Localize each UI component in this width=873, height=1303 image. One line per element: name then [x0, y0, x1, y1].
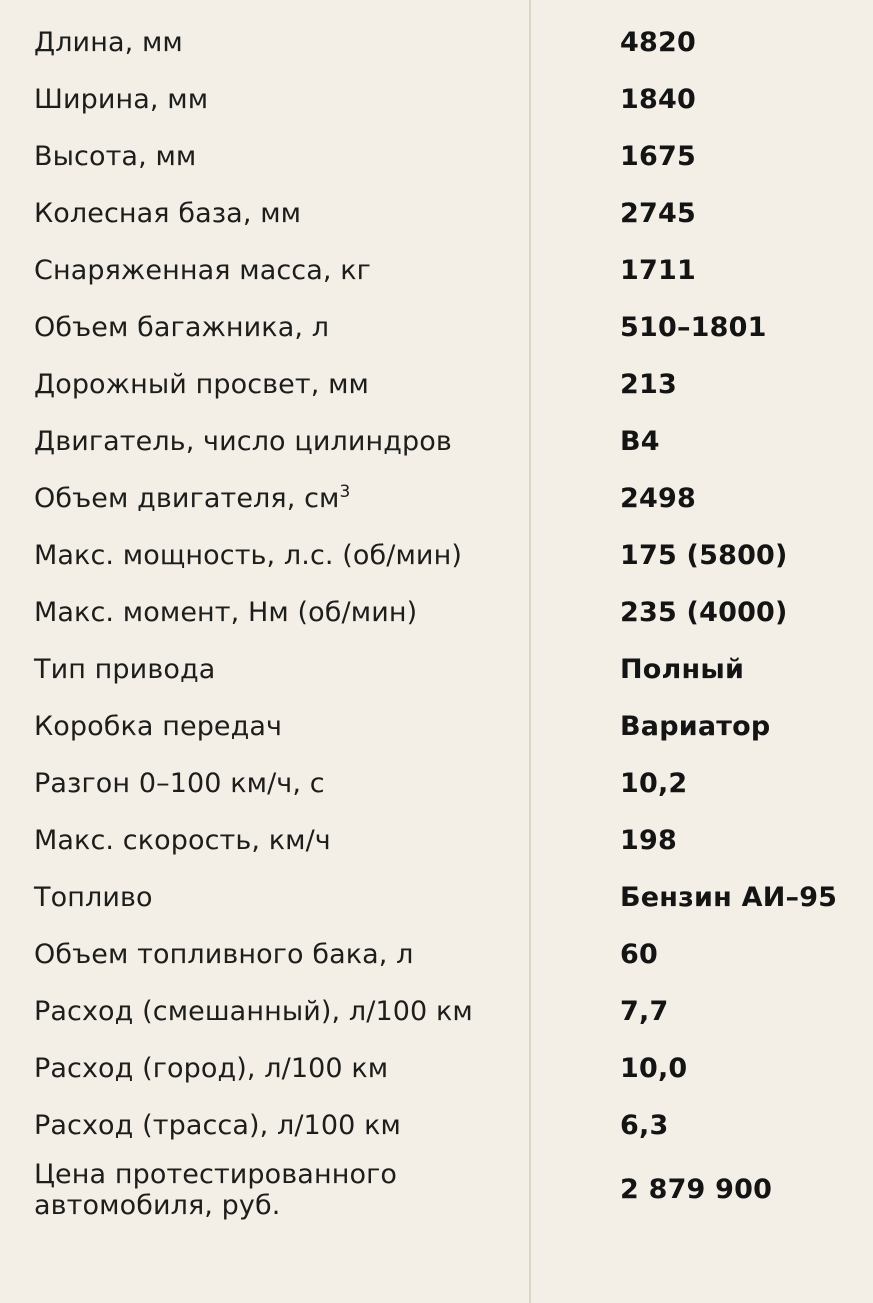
table-row: [0, 698, 873, 755]
table-row: [0, 1154, 873, 1226]
spec-value: 10,0: [620, 1052, 688, 1084]
spec-label: Расход (смешанный), л/100 км: [34, 995, 473, 1027]
spec-value: 4820: [620, 26, 696, 58]
spec-label: Коробка передач: [34, 710, 283, 742]
table-row: [0, 755, 873, 812]
spec-value: Полный: [620, 653, 745, 685]
spec-value: 235 (4000): [620, 596, 788, 628]
spec-value: 6,3: [620, 1109, 669, 1141]
spec-label: [0, 1154, 585, 1226]
spec-value: 1840: [620, 83, 696, 115]
spec-value: 10,2: [620, 767, 688, 799]
table-row: [0, 14, 873, 71]
spec-value: 7,7: [620, 995, 669, 1027]
table-row: [0, 356, 873, 413]
spec-label: Расход (трасса), л/100 км: [34, 1109, 401, 1141]
specifications-table: [0, 14, 873, 1226]
spec-label: Расход (город), л/100 км: [34, 1052, 389, 1084]
spec-value: 2498: [620, 482, 696, 514]
table-row: [0, 128, 873, 185]
table-row: [0, 413, 873, 470]
spec-value: 60: [620, 938, 658, 970]
table-row: [0, 641, 873, 698]
spec-value: 1675: [620, 140, 696, 172]
spec-label: Тип привода: [34, 653, 216, 685]
spec-label: Топливо: [34, 881, 153, 913]
spec-value: 198: [620, 824, 677, 856]
spec-label: Колесная база, мм: [34, 197, 302, 229]
spec-label-superscript: 3: [339, 481, 351, 502]
table-row: [0, 71, 873, 128]
specifications-table-body: [0, 14, 873, 1226]
spec-value: 2745: [620, 197, 696, 229]
spec-label: Макс. скорость, км/ч: [34, 824, 331, 856]
spec-label: Высота, мм: [34, 140, 197, 172]
spec-value: 2 879 900: [620, 1174, 773, 1206]
spec-label: Объем топливного бака, л: [34, 938, 414, 970]
spec-label: Длина, мм: [34, 26, 183, 58]
table-row: [0, 527, 873, 584]
table-row: [0, 584, 873, 641]
spec-label-line1: Цена протестированного: [34, 1158, 397, 1190]
table-row: [0, 1040, 873, 1097]
spec-label: [0, 470, 585, 527]
spec-label: Макс. момент, Нм (об/мин): [34, 596, 418, 628]
table-row: [0, 926, 873, 983]
spec-value: 1711: [620, 254, 696, 286]
spec-label: Ширина, мм: [34, 83, 209, 115]
spec-label: Дорожный просвет, мм: [34, 368, 370, 400]
table-row: [0, 983, 873, 1040]
spec-label-line2: автомобиля, руб.: [34, 1190, 281, 1221]
spec-value: 510–1801: [620, 311, 767, 343]
spec-label: Макс. мощность, л.с. (об/мин): [34, 539, 462, 571]
spec-label: Снаряженная масса, кг: [34, 254, 371, 286]
spec-label-text: Объем двигателя, см: [34, 482, 340, 514]
spec-value: Бензин АИ–95: [620, 881, 838, 913]
spec-label: Двигатель, число цилиндров: [34, 425, 452, 457]
table-row: [0, 1097, 873, 1154]
table-row: [0, 812, 873, 869]
spec-value: B4: [620, 425, 660, 457]
table-row: [0, 185, 873, 242]
spec-value: 213: [620, 368, 677, 400]
spec-label: Разгон 0–100 км/ч, с: [34, 767, 325, 799]
table-row: [0, 869, 873, 926]
table-row: [0, 242, 873, 299]
spec-value: Вариатор: [620, 710, 771, 742]
spec-value: 175 (5800): [620, 539, 788, 571]
table-row: [0, 470, 873, 527]
table-row: [0, 299, 873, 356]
spec-label: Объем багажника, л: [34, 311, 330, 343]
